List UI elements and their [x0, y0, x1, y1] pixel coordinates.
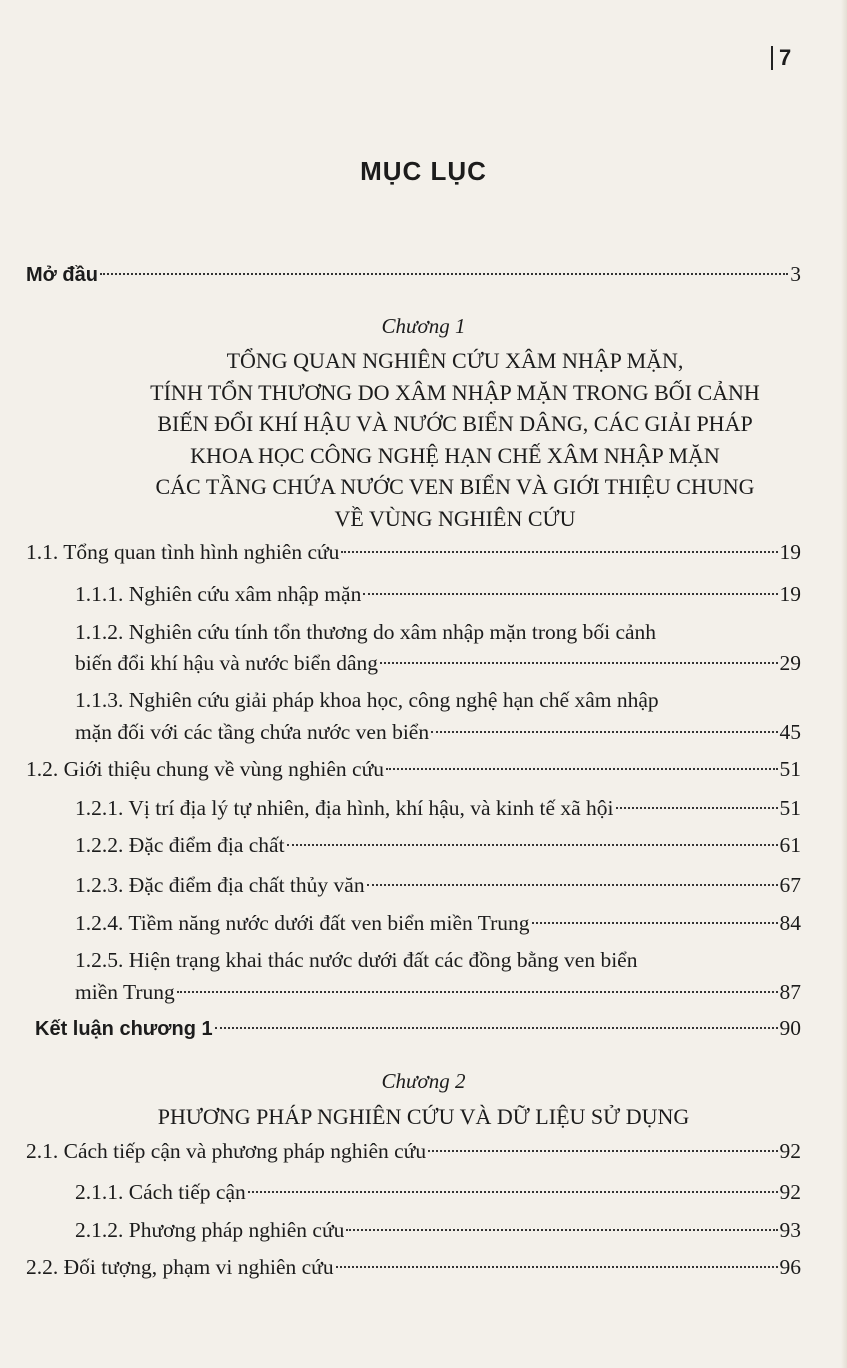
toc-entry-page: 61	[779, 833, 801, 857]
toc-entry-label: 1.2.3. Đặc điểm địa chất thủy văn	[75, 873, 365, 897]
toc-entry-label[interactable]: 1.1.2. Nghiên cứu tính tổn thương do xâm nhập mặn trong bối cảnh	[75, 620, 657, 644]
chapter-1-label: Chương 1	[381, 314, 466, 338]
toc-entry-page: 51	[779, 796, 801, 820]
dot-leader	[532, 921, 778, 924]
dot-leader	[428, 1149, 777, 1152]
toc-entry-page: 92	[779, 1180, 801, 1204]
toc-entry-label: 1.1. Tổng quan tình hình nghiên cứu	[26, 540, 340, 564]
toc-entry-page: 45	[779, 720, 801, 744]
toc-entry-label: 1.2.2. Đặc điểm địa chất	[75, 833, 285, 857]
toc-entry[interactable]	[75, 792, 801, 824]
toc-entry-label: 2.1.2. Phương pháp nghiên cứu	[75, 1218, 345, 1242]
chapter-1-title-line: VỀ VÙNG NGHIÊN CỨU	[334, 505, 576, 531]
toc-entry-label: 1.2.4. Tiềm năng nước dưới đất ven biển miền Trung	[75, 911, 530, 935]
toc-entry[interactable]	[75, 578, 801, 610]
chapter-1-title-line: TỔNG QUAN NGHIÊN CỨU XÂM NHẬP MẶN,	[226, 348, 684, 373]
toc-entry-label: 1.2. Giới thiệu chung về vùng nghiên cứu	[26, 757, 385, 781]
toc-entry[interactable]	[26, 1135, 801, 1167]
dot-leader	[215, 1026, 778, 1029]
dot-leader	[287, 843, 778, 846]
toc-entry-page: 90	[779, 1016, 801, 1040]
toc-entry[interactable]	[75, 829, 801, 861]
toc-entry-label: 2.1. Cách tiếp cận và phương pháp nghiên cứu	[26, 1139, 427, 1163]
dot-leader	[336, 1265, 778, 1268]
toc-entry[interactable]	[75, 869, 801, 901]
dot-leader	[248, 1190, 778, 1193]
toc-entry[interactable]	[75, 647, 801, 679]
toc-entry[interactable]	[75, 716, 801, 748]
toc-entry-label: 2.1.1. Cách tiếp cận	[75, 1180, 246, 1204]
toc-entry-label: 1.1.1. Nghiên cứu xâm nhập mặn	[75, 582, 362, 606]
page-number: 7	[771, 46, 791, 70]
toc-entry-intro[interactable]	[26, 258, 801, 291]
chapter-1-title-line: TÍNH TỔN THƯƠNG DO XÂM NHẬP MẶN TRONG BỐI CẢNH	[150, 379, 760, 405]
dot-leader	[386, 767, 777, 770]
toc-entry-continuation: biến đổi khí hậu và nước biển dâng	[75, 651, 379, 675]
toc-entry-conclusion[interactable]	[35, 1012, 801, 1045]
dot-leader	[616, 806, 778, 809]
toc-entry-label: Mở đầu	[26, 264, 98, 286]
toc-entry[interactable]	[75, 907, 801, 939]
toc-entry-label: 2.2. Đối tượng, phạm vi nghiên cứu	[26, 1255, 334, 1279]
dot-leader	[363, 592, 777, 595]
toc-entry-page: 19	[779, 582, 801, 606]
dot-leader	[100, 272, 788, 275]
toc-entry-continuation: mặn đối với các tầng chứa nước ven biển	[75, 720, 430, 744]
toc-entry-page: 51	[779, 757, 801, 781]
toc-entry-page: 67	[779, 873, 801, 897]
chapter-1-title-line: CÁC TẦNG CHỨA NƯỚC VEN BIỂN VÀ GIỚI THIỆU CHUNG	[155, 474, 755, 499]
toc-entry-page: 3	[790, 262, 801, 286]
toc-entry[interactable]	[75, 1176, 801, 1208]
toc-entry-page: 84	[779, 911, 801, 935]
toc-entry[interactable]	[26, 536, 801, 568]
toc-entry[interactable]	[75, 976, 801, 1008]
page-spine-shadow	[841, 0, 847, 1368]
dot-leader	[431, 730, 777, 733]
dot-leader	[341, 550, 777, 553]
toc-entry-continuation: miền Trung	[75, 980, 175, 1004]
chapter-2-label: Chương 2	[381, 1069, 466, 1093]
chapter-1-title-line: KHOA HỌC CÔNG NGHỆ HẠN CHẾ XÂM NHẬP MẶN	[190, 442, 720, 468]
toc-entry-label: Kết luận chương 1	[35, 1018, 213, 1040]
toc-entry[interactable]	[26, 753, 801, 785]
dot-leader	[177, 990, 778, 993]
toc-entry-label[interactable]: 1.1.3. Nghiên cứu giải pháp khoa học, công nghệ hạn chế xâm nhập	[75, 688, 659, 712]
dot-leader	[380, 661, 777, 664]
toc-entry-page: 19	[779, 540, 801, 564]
toc-entry-page: 92	[779, 1139, 801, 1163]
toc-entry-label[interactable]: 1.2.5. Hiện trạng khai thác nước dưới đất các đồng bằng ven biển	[75, 948, 638, 972]
toc-entry-page: 93	[779, 1218, 801, 1242]
toc-entry[interactable]	[26, 1251, 801, 1283]
toc-entry[interactable]	[75, 1214, 801, 1246]
chapter-2-title: PHƯƠNG PHÁP NGHIÊN CỨU VÀ DỮ LIỆU SỬ DỤNG	[157, 1104, 690, 1129]
page-title: MỤC LỤC	[360, 156, 487, 186]
chapter-1-title-line: BIẾN ĐỔI KHÍ HẬU VÀ NƯỚC BIỂN DÂNG, CÁC GIẢI PHÁP	[157, 411, 753, 436]
toc-entry-page: 87	[779, 980, 801, 1004]
dot-leader	[367, 883, 778, 886]
toc-entry-page: 96	[779, 1255, 801, 1279]
toc-entry-label: 1.2.1. Vị trí địa lý tự nhiên, địa hình, khí hậu, và kinh tế xã hội	[75, 796, 614, 820]
toc-entry-page: 29	[779, 651, 801, 675]
dot-leader	[346, 1228, 777, 1231]
